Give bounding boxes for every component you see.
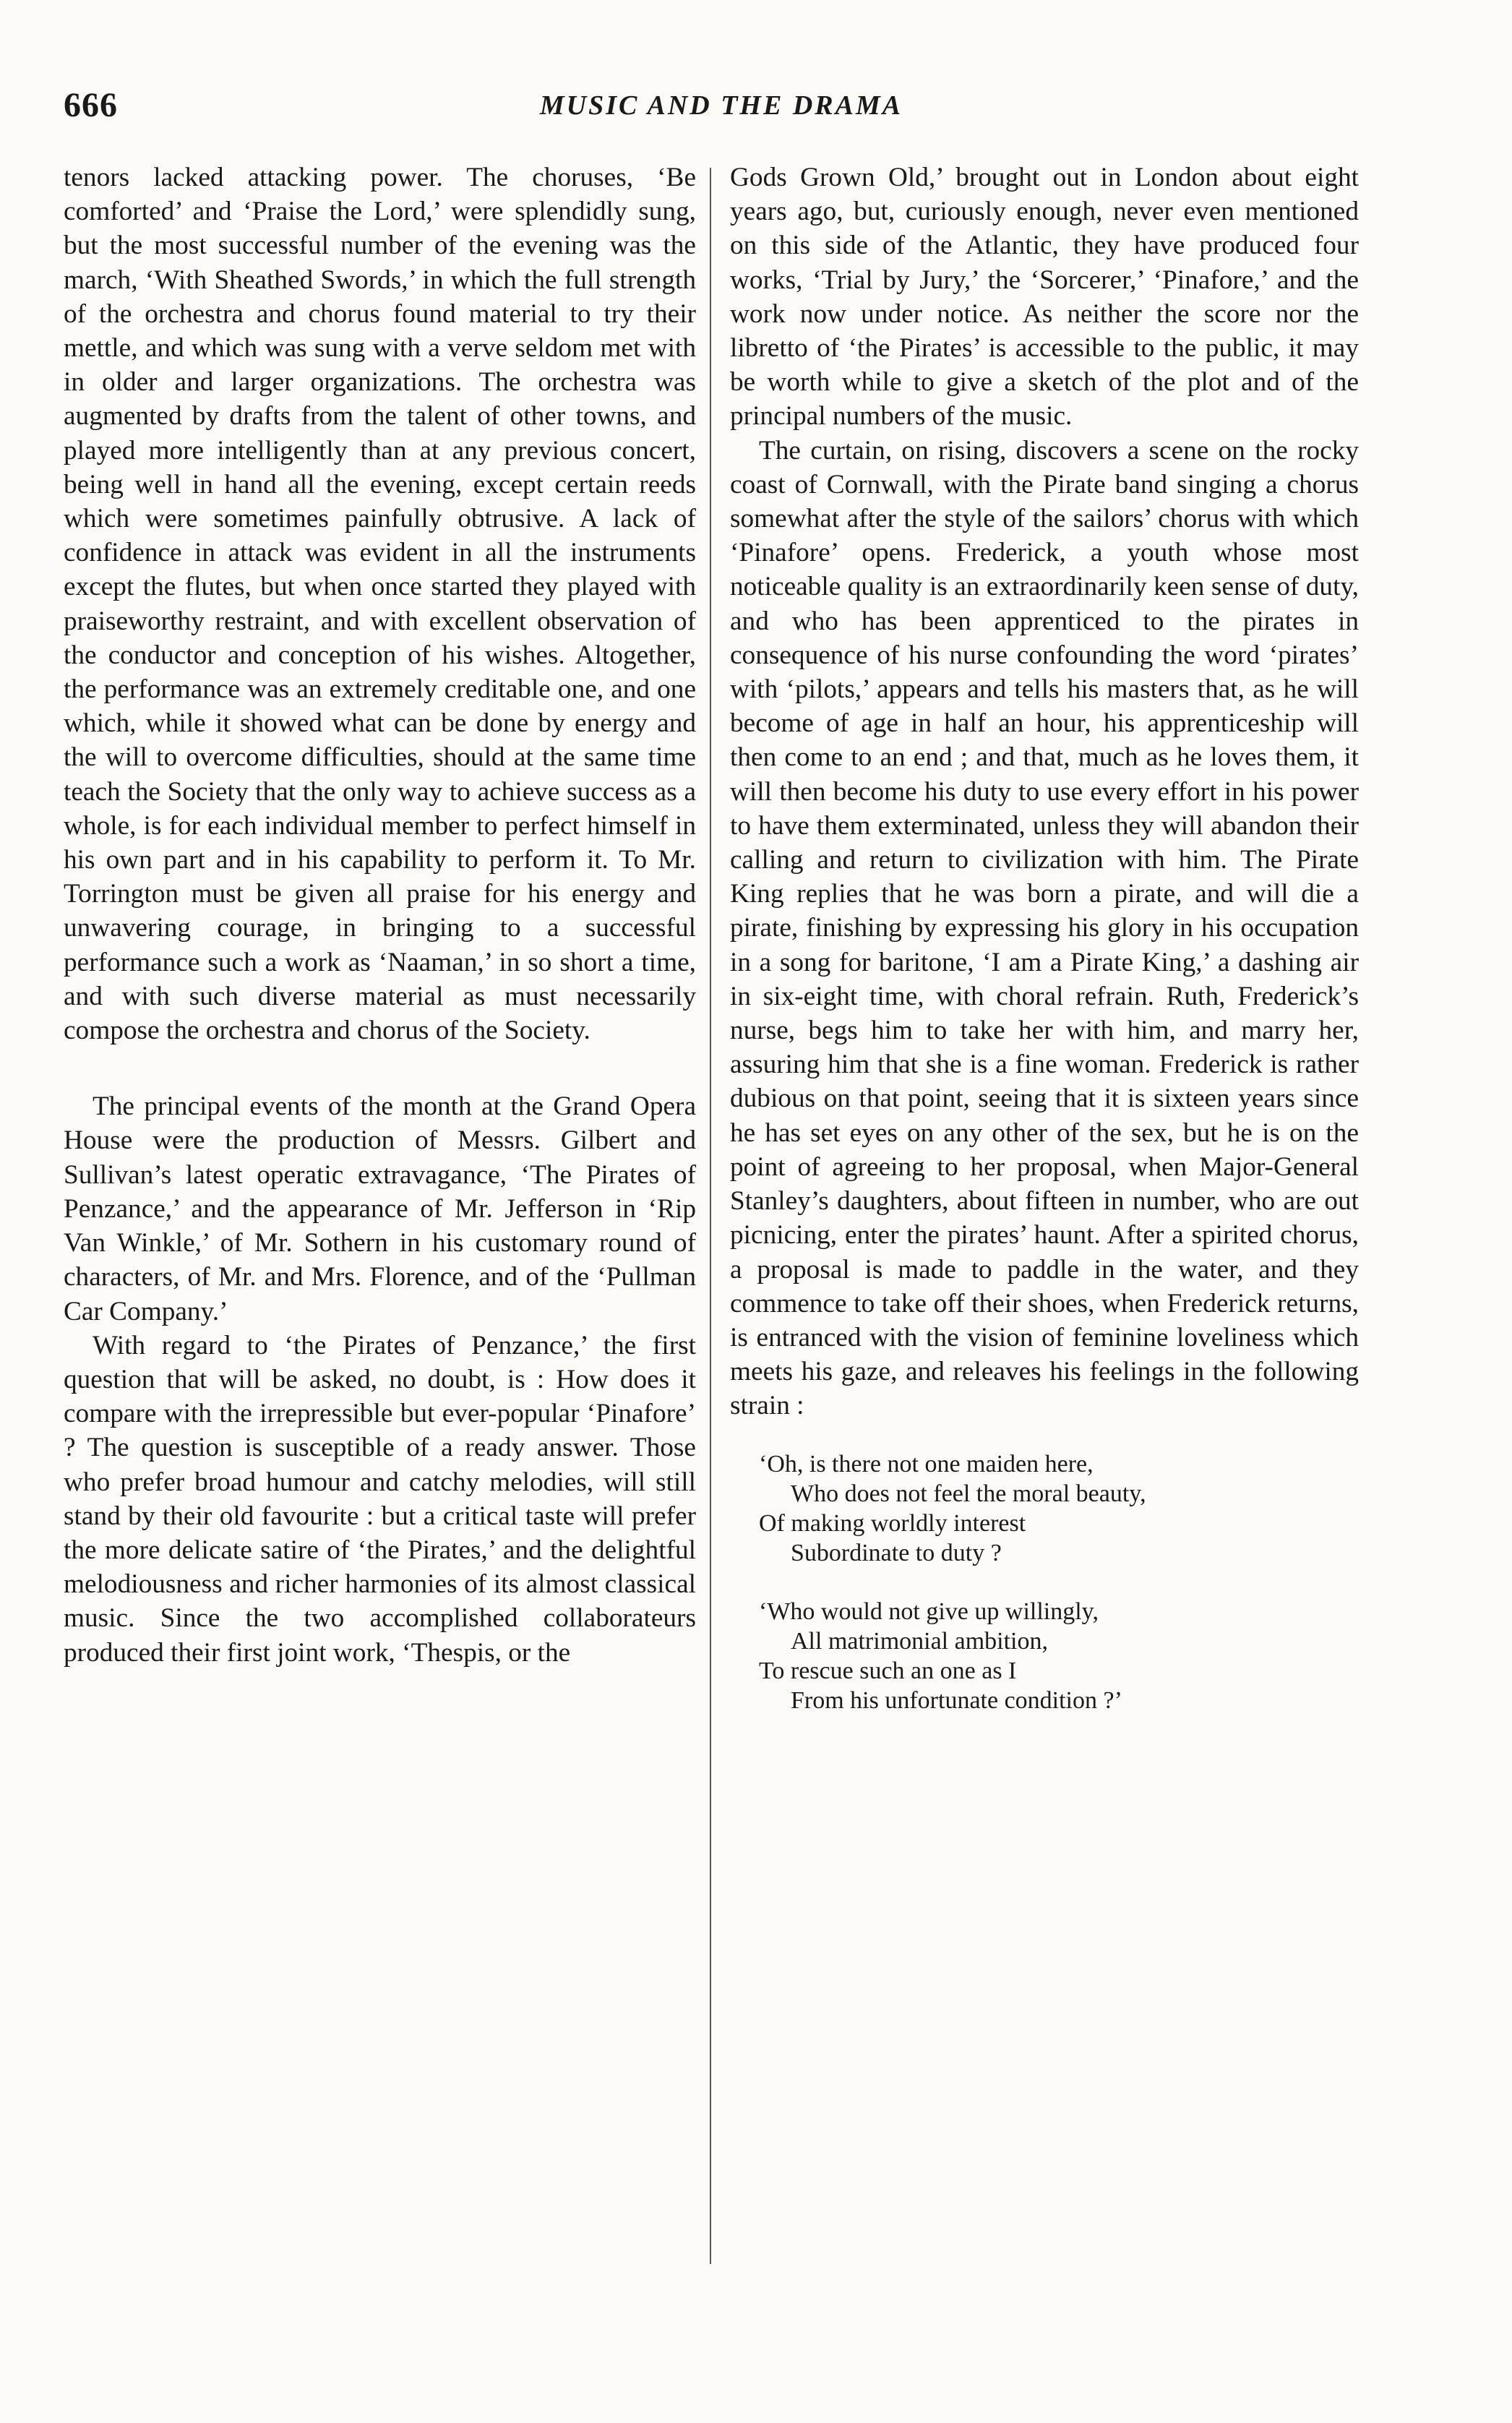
verse-line: ‘Oh, is there not one maiden here, <box>759 1450 1094 1478</box>
column-divider <box>710 168 711 2264</box>
running-title: MUSIC AND THE DRAMA <box>539 90 903 121</box>
verse-stanza <box>759 1597 1359 1715</box>
page-number: 666 <box>64 86 118 124</box>
left-column <box>64 160 696 1670</box>
verse-stanza <box>759 1449 1359 1568</box>
verse-line: ‘Who would not give up willingly, <box>759 1598 1099 1625</box>
verse-line: From his unfortunate condition ?’ <box>791 1686 1122 1714</box>
page-header <box>64 85 1379 143</box>
section-gap <box>64 1047 696 1089</box>
right-column <box>730 160 1359 1715</box>
paragraph: tenors lacked attacking power. The choruses, ‘Be comforted’ and ‘Praise the Lord,’ were splendidly sung, but the most successful number of the evening was the march, ‘With Sheathed Swords,’ in which the full strength of the orchestra and chorus found material to try their mettle, and which was sung with a verve seldom met with in older and larger organizations. The orchestra was augmented by drafts from the talent of other towns, and played more intelligently than at any previous concert, being well in hand all the evening, except certain reeds which were sometimes painfully obtrusive. A lack of confidence in attack was evident in all the instruments except the flutes, but when once started they played with praiseworthy restraint, and with excellent observation of the conductor and conception of his wishes. Altogether, the performance was an extremely creditable one, and one which, while it showed what can be done by energy and the will to overcome difficulties, should at the same time teach the Society that the only way to achieve success as a whole, is for each individual member to perfect himself in his own part and in his capability to perform it. To Mr. Torrington must be given all praise for his energy and unwavering courage, in bringing to a successful performance such a work as ‘Naaman,’ in so short a time, and with such diverse material as must necessarily compose the orchestra and chorus of the Society. <box>64 163 696 1046</box>
verse-line: Of making worldly interest <box>759 1509 1026 1537</box>
paragraph: Gods Grown Old,’ brought out in London about eight years ago, but, curiously enough, never even mentioned on this side of the Atlantic, they have produced four works, ‘Trial by Jury,’ the ‘Sorcerer,’ ‘Pinafore,’ and the work now under notice. As neither the score nor the libretto of ‘the Pirates’ is accessible to the public, it may be worth while to give a sketch of the plot and of the principal numbers of the music. <box>730 163 1359 432</box>
paragraph: With regard to ‘the Pirates of Penzance,’ the first question that will be asked, no doubt, is : How does it compare with the irrepressible but ever-popular ‘Pinafore’ ? The question is susceptible of a ready answer. Those who prefer broad humour and catchy melodies, will still stand by their old favourite : but a critical taste will prefer the more delicate satire of ‘the Pirates,’ and the delightful melodiousness and richer harmonies of its almost classical music. Since the two accomplished collaborateurs produced their first joint work, ‘Thespis, or the <box>64 1330 696 1668</box>
verse-line: To rescue such an one as I <box>759 1657 1017 1684</box>
verse-line: All matrimonial ambition, <box>791 1627 1049 1655</box>
paragraph: The principal events of the month at the Grand Opera House were the production of Messrs. Gilbert and Sullivan’s latest operatic extravagance, ‘The Pirates of Penzance,’ and the appearance of Mr. Jefferson in ‘Rip Van Winkle,’ of Mr. Sothern in his customary round of characters, of Mr. and Mrs. Florence, and of the ‘Pullman Car Company.’ <box>64 1092 696 1326</box>
verse-line: Subordinate to duty ? <box>791 1539 1002 1566</box>
verse-line: Who does not feel the moral beauty, <box>791 1480 1146 1507</box>
paragraph: The curtain, on rising, discovers a scene on the rocky coast of Cornwall, with the Pirate band singing a chorus somewhat after the style of the sailors’ chorus with which ‘Pinafore’ opens. Frederick, a youth whose most noticeable quality is an extraordinarily keen sense of duty, and who has been apprenticed to the pirates in consequence of his nurse confounding the word ‘pirates’ with ‘pilots,’ appears and tells his masters that, as he will become of age in half an hour, his apprenticeship will then come to an end ; and that, much as he loves them, it will then become his duty to use every effort in his power to have them exterminated, unless they will abandon their calling and return to civilization with him. The Pirate King replies that he was born a pirate, and will die a pirate, finishing by expressing his glory in his occupation in a song for baritone, ‘I am a Pirate King,’ a dashing air in six-eight time, with choral refrain. Ruth, Frederick’s nurse, begs him to take her with him, and marry her, assuring him that she is a fine woman. Frederick is rather dubious on that point, seeing that it is sixteen years since he has set eyes on any other of the sex, but he is on the point of agreeing to her proposal, when Major-General Stanley’s daughters, about fifteen in number, who are out picnicing, enter the pirates’ haunt. After a spirited chorus, a proposal is made to paddle in the water, and they commence to take off their shoes, when Frederick returns, is entranced with the vision of feminine loveliness which meets his gaze, and releaves his feelings in the following strain : <box>730 435 1359 1421</box>
